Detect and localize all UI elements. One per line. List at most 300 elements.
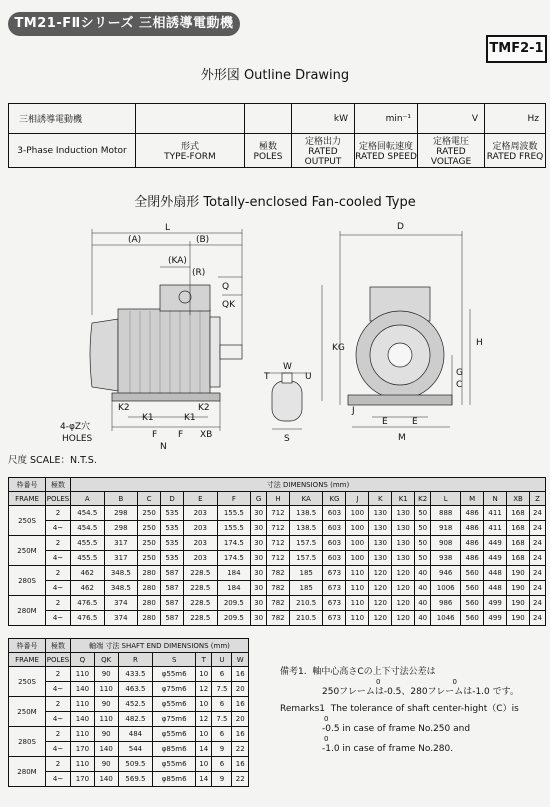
dim-value-cell: 535 <box>161 536 184 551</box>
remark-en-line2: -0.5 in case of frame No.250 and <box>322 724 471 734</box>
dim-value-cell: 1006 <box>431 581 461 596</box>
dim-value-cell: 100 <box>346 551 369 566</box>
shaft-col-w: W <box>232 653 249 667</box>
dim-value-cell: 50 <box>415 551 431 566</box>
dim-label-Q: Q <box>222 282 230 292</box>
dim-value-cell: 120 <box>369 611 392 626</box>
shaft-value-cell: 463.5 <box>118 682 153 697</box>
dim-value-cell: 587 <box>161 611 184 626</box>
dim-value-cell: 30 <box>251 596 267 611</box>
dim-row <box>9 551 546 566</box>
dim-label-KA: (KA) <box>168 256 187 266</box>
dim-value-cell: 298 <box>104 506 138 521</box>
shaft-value-cell: 110 <box>71 757 95 772</box>
dim-value-cell: 782 <box>266 596 289 611</box>
dim-value-cell: 918 <box>431 521 461 536</box>
dim-row <box>9 596 546 611</box>
dim-value-cell: 712 <box>266 521 289 536</box>
dim-value-cell: 30 <box>251 581 267 596</box>
dim-value-cell: 535 <box>161 521 184 536</box>
shaft-value-cell: 170 <box>71 742 95 757</box>
dim-value-cell: 486 <box>461 506 484 521</box>
dim-label-K1-right: K1 <box>184 413 196 423</box>
dim-value-cell: 24 <box>529 581 545 596</box>
dim-poles-cell: 2 <box>46 536 71 551</box>
dim-col-z: Z <box>529 492 545 506</box>
remark-en-zero-mark-1: 0 <box>324 715 329 723</box>
shaft-value-cell: 452.5 <box>118 697 153 712</box>
series-title: TM21-FⅡシリーズ 三相誘導電動機 <box>8 12 240 36</box>
spec-poles-value <box>245 104 292 134</box>
dim-value-cell: 203 <box>184 536 218 551</box>
dim-value-cell: 603 <box>323 506 346 521</box>
shaft-value-cell: φ55m6 <box>153 697 196 712</box>
dim-value-cell: 174.5 <box>217 551 251 566</box>
dim-value-cell: 228.5 <box>184 596 218 611</box>
dim-col-a: A <box>71 492 105 506</box>
shaft-value-cell: 14 <box>196 742 212 757</box>
dim-value-cell: 138.5 <box>289 521 323 536</box>
spec-col-rated-voltage: 定格電圧 RATED VOLTAGE <box>418 134 485 168</box>
shaft-value-cell: 16 <box>232 697 249 712</box>
dim-value-cell: 30 <box>251 506 267 521</box>
dim-poles-cell: 4~ <box>46 581 71 596</box>
shaft-frame-cell: 280M <box>9 757 46 787</box>
dim-value-cell: 100 <box>346 506 369 521</box>
dim-value-cell: 603 <box>323 551 346 566</box>
dim-value-cell: 499 <box>484 611 507 626</box>
shaft-poles-cell: 4~ <box>46 712 71 727</box>
dim-value-cell: 120 <box>369 566 392 581</box>
shaft-row <box>9 667 249 682</box>
side-view-motor <box>90 285 242 401</box>
dim-value-cell: 587 <box>161 581 184 596</box>
outline-drawing <box>0 205 550 451</box>
dim-value-cell: 250 <box>138 536 161 551</box>
shaft-col-s: S <box>153 653 196 667</box>
dim-header-frame-en: FRAME <box>9 492 46 506</box>
shaft-value-cell: 6 <box>212 697 232 712</box>
dim-value-cell: 157.5 <box>289 551 323 566</box>
shaft-value-cell: 90 <box>94 667 118 682</box>
drawing-type-title: 全閉外扇形 Totally-enclosed Fan-cooled Type <box>134 195 416 210</box>
dim-label-B: (B) <box>196 235 210 245</box>
dim-row <box>9 536 546 551</box>
shaft-header-poles-jp: 極数 <box>46 639 71 653</box>
dim-value-cell: 40 <box>415 596 431 611</box>
shaft-value-cell: φ75m6 <box>153 682 196 697</box>
dim-label-A: (A) <box>128 235 142 245</box>
dim-value-cell: 535 <box>161 506 184 521</box>
spec-col-rated-output: 定格出力 RATED OUTPUT <box>292 134 355 168</box>
dim-value-cell: 782 <box>266 581 289 596</box>
dim-value-cell: 587 <box>161 596 184 611</box>
dim-value-cell: 24 <box>529 536 545 551</box>
dim-value-cell: 50 <box>415 536 431 551</box>
remark-jp-zero-marks: 0 0 <box>376 678 457 686</box>
shaft-value-cell: 110 <box>71 697 95 712</box>
dim-col-j: J <box>346 492 369 506</box>
dim-value-cell: 168 <box>507 551 530 566</box>
spec-type-label-jp: 三相誘導電動機 <box>9 104 136 134</box>
dim-value-cell: 1046 <box>431 611 461 626</box>
spec-type-label-en: 3-Phase Induction Motor <box>9 134 136 168</box>
dim-value-cell: 130 <box>369 506 392 521</box>
dim-value-cell: 120 <box>369 581 392 596</box>
dim-value-cell: 454.5 <box>71 506 105 521</box>
shaft-value-cell: 6 <box>212 757 232 772</box>
dim-value-cell: 210.5 <box>289 611 323 626</box>
dim-row <box>9 521 546 536</box>
outline-title: 外形図 Outline Drawing <box>200 68 350 83</box>
dim-label-QK: QK <box>222 300 235 310</box>
dim-label-L: L <box>165 223 171 233</box>
dim-value-cell: 455.5 <box>71 551 105 566</box>
dim-value-cell: 560 <box>461 566 484 581</box>
dim-col-k: K <box>369 492 392 506</box>
shaft-value-cell: 140 <box>94 742 118 757</box>
dim-value-cell: 24 <box>529 566 545 581</box>
shaft-value-cell: 110 <box>94 682 118 697</box>
dim-value-cell: 280 <box>138 581 161 596</box>
dim-value-cell: 462 <box>71 581 105 596</box>
dim-value-cell: 209.5 <box>217 611 251 626</box>
dim-col-c: C <box>138 492 161 506</box>
shaft-frame-cell: 250S <box>9 667 46 697</box>
spec-col-poles: 極数 POLES <box>245 134 292 168</box>
dim-poles-cell: 4~ <box>46 521 71 536</box>
dim-value-cell: 203 <box>184 506 218 521</box>
dim-value-cell: 486 <box>461 536 484 551</box>
dim-row <box>9 611 546 626</box>
dim-poles-cell: 2 <box>46 566 71 581</box>
dim-value-cell: 449 <box>484 551 507 566</box>
dim-value-cell: 712 <box>266 536 289 551</box>
dim-value-cell: 908 <box>431 536 461 551</box>
document-code: TMF2-1 <box>486 35 547 63</box>
shaft-value-cell: 569.5 <box>118 772 153 787</box>
shaft-frame-cell: 280S <box>9 727 46 757</box>
shaft-poles-cell: 2 <box>46 757 71 772</box>
shaft-value-cell: 544 <box>118 742 153 757</box>
dim-value-cell: 673 <box>323 596 346 611</box>
dimensions-table <box>8 477 546 626</box>
dim-value-cell: 673 <box>323 611 346 626</box>
dim-value-cell: 110 <box>346 596 369 611</box>
shaft-value-cell: 10 <box>196 697 212 712</box>
dim-value-cell: 560 <box>461 596 484 611</box>
dim-value-cell: 888 <box>431 506 461 521</box>
shaft-end-detail <box>266 373 310 429</box>
dim-col-kg: KG <box>323 492 346 506</box>
shaft-value-cell: 484 <box>118 727 153 742</box>
dim-value-cell: 130 <box>369 551 392 566</box>
remark-jp-line2: 250フレームは-0.5、280フレームは-1.0 です。 <box>322 687 519 697</box>
shaft-value-cell: 509.5 <box>118 757 153 772</box>
dim-value-cell: 280 <box>138 596 161 611</box>
shaft-value-cell: φ55m6 <box>153 667 196 682</box>
dim-value-cell: 138.5 <box>289 506 323 521</box>
shaft-value-cell: 12 <box>196 712 212 727</box>
dim-poles-cell: 4~ <box>46 551 71 566</box>
dim-value-cell: 938 <box>431 551 461 566</box>
dim-value-cell: 411 <box>484 521 507 536</box>
front-view-motor <box>322 231 470 427</box>
shaft-header-frame-jp: 枠番号 <box>9 639 46 653</box>
dim-value-cell: 374 <box>104 611 138 626</box>
spec-unit-v: V <box>418 104 485 134</box>
dim-value-cell: 185 <box>289 566 323 581</box>
dim-value-cell: 155.5 <box>217 506 251 521</box>
dim-value-cell: 100 <box>346 521 369 536</box>
shaft-frame-cell: 250M <box>9 697 46 727</box>
spec-col-rated-speed: 定格回転速度 RATED SPEED <box>355 134 418 168</box>
dim-value-cell: 24 <box>529 521 545 536</box>
dim-value-cell: 40 <box>415 581 431 596</box>
dim-value-cell: 120 <box>392 566 415 581</box>
dim-value-cell: 560 <box>461 611 484 626</box>
shaft-value-cell: 482.5 <box>118 712 153 727</box>
dim-value-cell: 203 <box>184 521 218 536</box>
dim-col-k2: K2 <box>415 492 431 506</box>
dim-col-h: H <box>266 492 289 506</box>
dim-value-cell: 120 <box>392 596 415 611</box>
dim-value-cell: 603 <box>323 521 346 536</box>
dim-col-d: D <box>161 492 184 506</box>
shaft-value-cell: 12 <box>196 682 212 697</box>
dim-value-cell: 130 <box>392 521 415 536</box>
dim-value-cell: 130 <box>392 551 415 566</box>
dim-value-cell: 157.5 <box>289 536 323 551</box>
dim-value-cell: 228.5 <box>184 566 218 581</box>
dim-value-cell: 190 <box>507 581 530 596</box>
dim-value-cell: 209.5 <box>217 596 251 611</box>
dim-value-cell: 560 <box>461 581 484 596</box>
shaft-value-cell: 16 <box>232 727 249 742</box>
shaft-value-cell: 16 <box>232 757 249 772</box>
dim-value-cell: 673 <box>323 566 346 581</box>
dim-value-cell: 40 <box>415 611 431 626</box>
dim-value-cell: 50 <box>415 506 431 521</box>
dim-value-cell: 120 <box>392 611 415 626</box>
dim-value-cell: 411 <box>484 506 507 521</box>
dim-label-M: M <box>398 433 406 443</box>
dim-value-cell: 946 <box>431 566 461 581</box>
shaft-value-cell: 20 <box>232 682 249 697</box>
shaft-header-poles-en: POLES <box>46 653 71 667</box>
spec-unit-min: min⁻¹ <box>355 104 418 134</box>
holes-label-en: HOLES <box>62 434 93 444</box>
dim-label-T: T <box>264 372 270 382</box>
dim-label-D: D <box>397 222 404 232</box>
dim-col-xb: XB <box>507 492 530 506</box>
dim-row <box>9 581 546 596</box>
shaft-row <box>9 727 249 742</box>
dim-value-cell: 250 <box>138 506 161 521</box>
dim-col-b: B <box>104 492 138 506</box>
dim-value-cell: 110 <box>346 581 369 596</box>
dim-value-cell: 476.5 <box>71 611 105 626</box>
shaft-poles-cell: 2 <box>46 667 71 682</box>
shaft-value-cell: 110 <box>71 727 95 742</box>
shaft-value-cell: 7.5 <box>212 712 232 727</box>
dim-value-cell: 130 <box>369 536 392 551</box>
shaft-value-cell: 433.5 <box>118 667 153 682</box>
dim-label-C: C <box>456 380 463 390</box>
shaft-value-cell: φ85m6 <box>153 772 196 787</box>
dim-value-cell: 190 <box>507 611 530 626</box>
dim-value-cell: 190 <box>507 566 530 581</box>
shaft-value-cell: 110 <box>94 712 118 727</box>
dim-frame-cell: 250S <box>9 506 46 536</box>
dim-col-k1: K1 <box>392 492 415 506</box>
dim-value-cell: 486 <box>461 521 484 536</box>
shaft-value-cell: φ75m6 <box>153 712 196 727</box>
dim-label-F-right: F <box>178 430 184 440</box>
dim-label-J: J <box>352 406 355 416</box>
dim-label-H: H <box>476 338 483 348</box>
shaft-col-qk: QK <box>94 653 118 667</box>
remark-en-zero-mark-2: 0 <box>324 735 329 743</box>
dim-label-E-right: E <box>412 417 418 427</box>
shaft-value-cell: 10 <box>196 727 212 742</box>
dim-value-cell: 603 <box>323 536 346 551</box>
dim-label-G: G <box>456 368 463 378</box>
dim-value-cell: 174.5 <box>217 536 251 551</box>
dim-value-cell: 130 <box>392 536 415 551</box>
dim-value-cell: 448 <box>484 581 507 596</box>
dim-label-K2-left: K2 <box>118 403 130 413</box>
dim-value-cell: 155.5 <box>217 521 251 536</box>
shaft-value-cell: 22 <box>232 742 249 757</box>
shaft-value-cell: 16 <box>232 667 249 682</box>
dim-label-K2-right: K2 <box>198 403 210 413</box>
dim-label-W: W <box>283 362 292 372</box>
shaft-end-table <box>8 638 249 787</box>
dim-value-cell: 455.5 <box>71 536 105 551</box>
shaft-poles-cell: 4~ <box>46 742 71 757</box>
dim-value-cell: 486 <box>461 551 484 566</box>
dim-value-cell: 24 <box>529 596 545 611</box>
dim-col-m: M <box>461 492 484 506</box>
remark-jp-line1: 備考1. 軸中心高さCの上下寸法公差は <box>280 667 436 677</box>
dim-value-cell: 24 <box>529 611 545 626</box>
dim-value-cell: 476.5 <box>71 596 105 611</box>
dim-col-f: F <box>217 492 251 506</box>
dim-header-poles-jp: 極数 <box>46 478 71 492</box>
dim-value-cell: 250 <box>138 521 161 536</box>
shaft-value-cell: 140 <box>71 712 95 727</box>
dim-label-E-left: E <box>382 417 388 427</box>
dim-value-cell: 30 <box>251 611 267 626</box>
dim-value-cell: 298 <box>104 521 138 536</box>
dim-header-dimensions: 寸法 DIMENSIONS (mm) <box>71 478 546 492</box>
dim-col-e: E <box>184 492 218 506</box>
dim-value-cell: 30 <box>251 536 267 551</box>
dim-value-cell: 184 <box>217 581 251 596</box>
shaft-col-r: R <box>118 653 153 667</box>
dim-label-XB: XB <box>200 430 213 440</box>
dim-value-cell: 184 <box>217 566 251 581</box>
shaft-value-cell: 90 <box>94 727 118 742</box>
dim-label-U: U <box>305 372 312 382</box>
shaft-value-cell: 7.5 <box>212 682 232 697</box>
dim-value-cell: 454.5 <box>71 521 105 536</box>
dim-value-cell: 40 <box>415 566 431 581</box>
spec-col-rated-freq: 定格周波数 RATED FREQ <box>485 134 546 168</box>
shaft-poles-cell: 2 <box>46 697 71 712</box>
dim-value-cell: 168 <box>507 521 530 536</box>
dim-frame-cell: 280S <box>9 566 46 596</box>
dim-value-cell: 499 <box>484 596 507 611</box>
dim-value-cell: 24 <box>529 506 545 521</box>
shaft-header-frame-en: FRAME <box>9 653 46 667</box>
dim-value-cell: 782 <box>266 611 289 626</box>
holes-label-jp: 4-φZ穴 <box>60 422 91 432</box>
dim-value-cell: 228.5 <box>184 581 218 596</box>
dim-value-cell: 712 <box>266 506 289 521</box>
shaft-value-cell: 10 <box>196 757 212 772</box>
shaft-value-cell: 90 <box>94 757 118 772</box>
shaft-poles-cell: 4~ <box>46 772 71 787</box>
spec-unit-hz: Hz <box>485 104 546 134</box>
shaft-value-cell: φ55m6 <box>153 727 196 742</box>
dim-value-cell: 673 <box>323 581 346 596</box>
dim-poles-cell: 2 <box>46 596 71 611</box>
dim-value-cell: 317 <box>104 551 138 566</box>
dim-col-l: L <box>431 492 461 506</box>
dim-poles-cell: 2 <box>46 506 71 521</box>
dim-header-poles-en: POLES <box>46 492 71 506</box>
shaft-value-cell: 9 <box>212 772 232 787</box>
dim-label-KG: KG <box>332 343 345 353</box>
dim-value-cell: 203 <box>184 551 218 566</box>
shaft-value-cell: φ85m6 <box>153 742 196 757</box>
dim-label-K1-left: K1 <box>142 413 154 423</box>
remark-en-line1: Remarks1 The tolerance of shaft center-hight（C）is <box>280 704 519 714</box>
dim-row <box>9 566 546 581</box>
shaft-row <box>9 697 249 712</box>
shaft-value-cell: 14 <box>196 772 212 787</box>
dim-value-cell: 449 <box>484 536 507 551</box>
dim-frame-cell: 250M <box>9 536 46 566</box>
dim-value-cell: 712 <box>266 551 289 566</box>
shaft-value-cell: 6 <box>212 667 232 682</box>
dim-value-cell: 190 <box>507 596 530 611</box>
shaft-value-cell: 20 <box>232 712 249 727</box>
shaft-value-cell: 140 <box>94 772 118 787</box>
shaft-value-cell: 170 <box>71 772 95 787</box>
dim-value-cell: 130 <box>369 521 392 536</box>
shaft-value-cell: φ55m6 <box>153 757 196 772</box>
dim-value-cell: 348.5 <box>104 566 138 581</box>
dim-value-cell: 587 <box>161 566 184 581</box>
shaft-poles-cell: 2 <box>46 727 71 742</box>
dim-value-cell: 782 <box>266 566 289 581</box>
dim-value-cell: 250 <box>138 551 161 566</box>
dim-value-cell: 986 <box>431 596 461 611</box>
dim-col-ka: KA <box>289 492 323 506</box>
shaft-col-t: T <box>196 653 212 667</box>
dim-value-cell: 30 <box>251 551 267 566</box>
spec-type-value <box>136 104 245 134</box>
dim-value-cell: 110 <box>346 611 369 626</box>
spec-table <box>8 103 546 168</box>
dim-label-S: S <box>284 434 290 444</box>
shaft-value-cell: 90 <box>94 697 118 712</box>
shaft-header-dimensions: 軸端 寸法 SHAFT END DIMENSIONS (mm) <box>71 639 249 653</box>
dim-label-R: (R) <box>192 268 206 278</box>
